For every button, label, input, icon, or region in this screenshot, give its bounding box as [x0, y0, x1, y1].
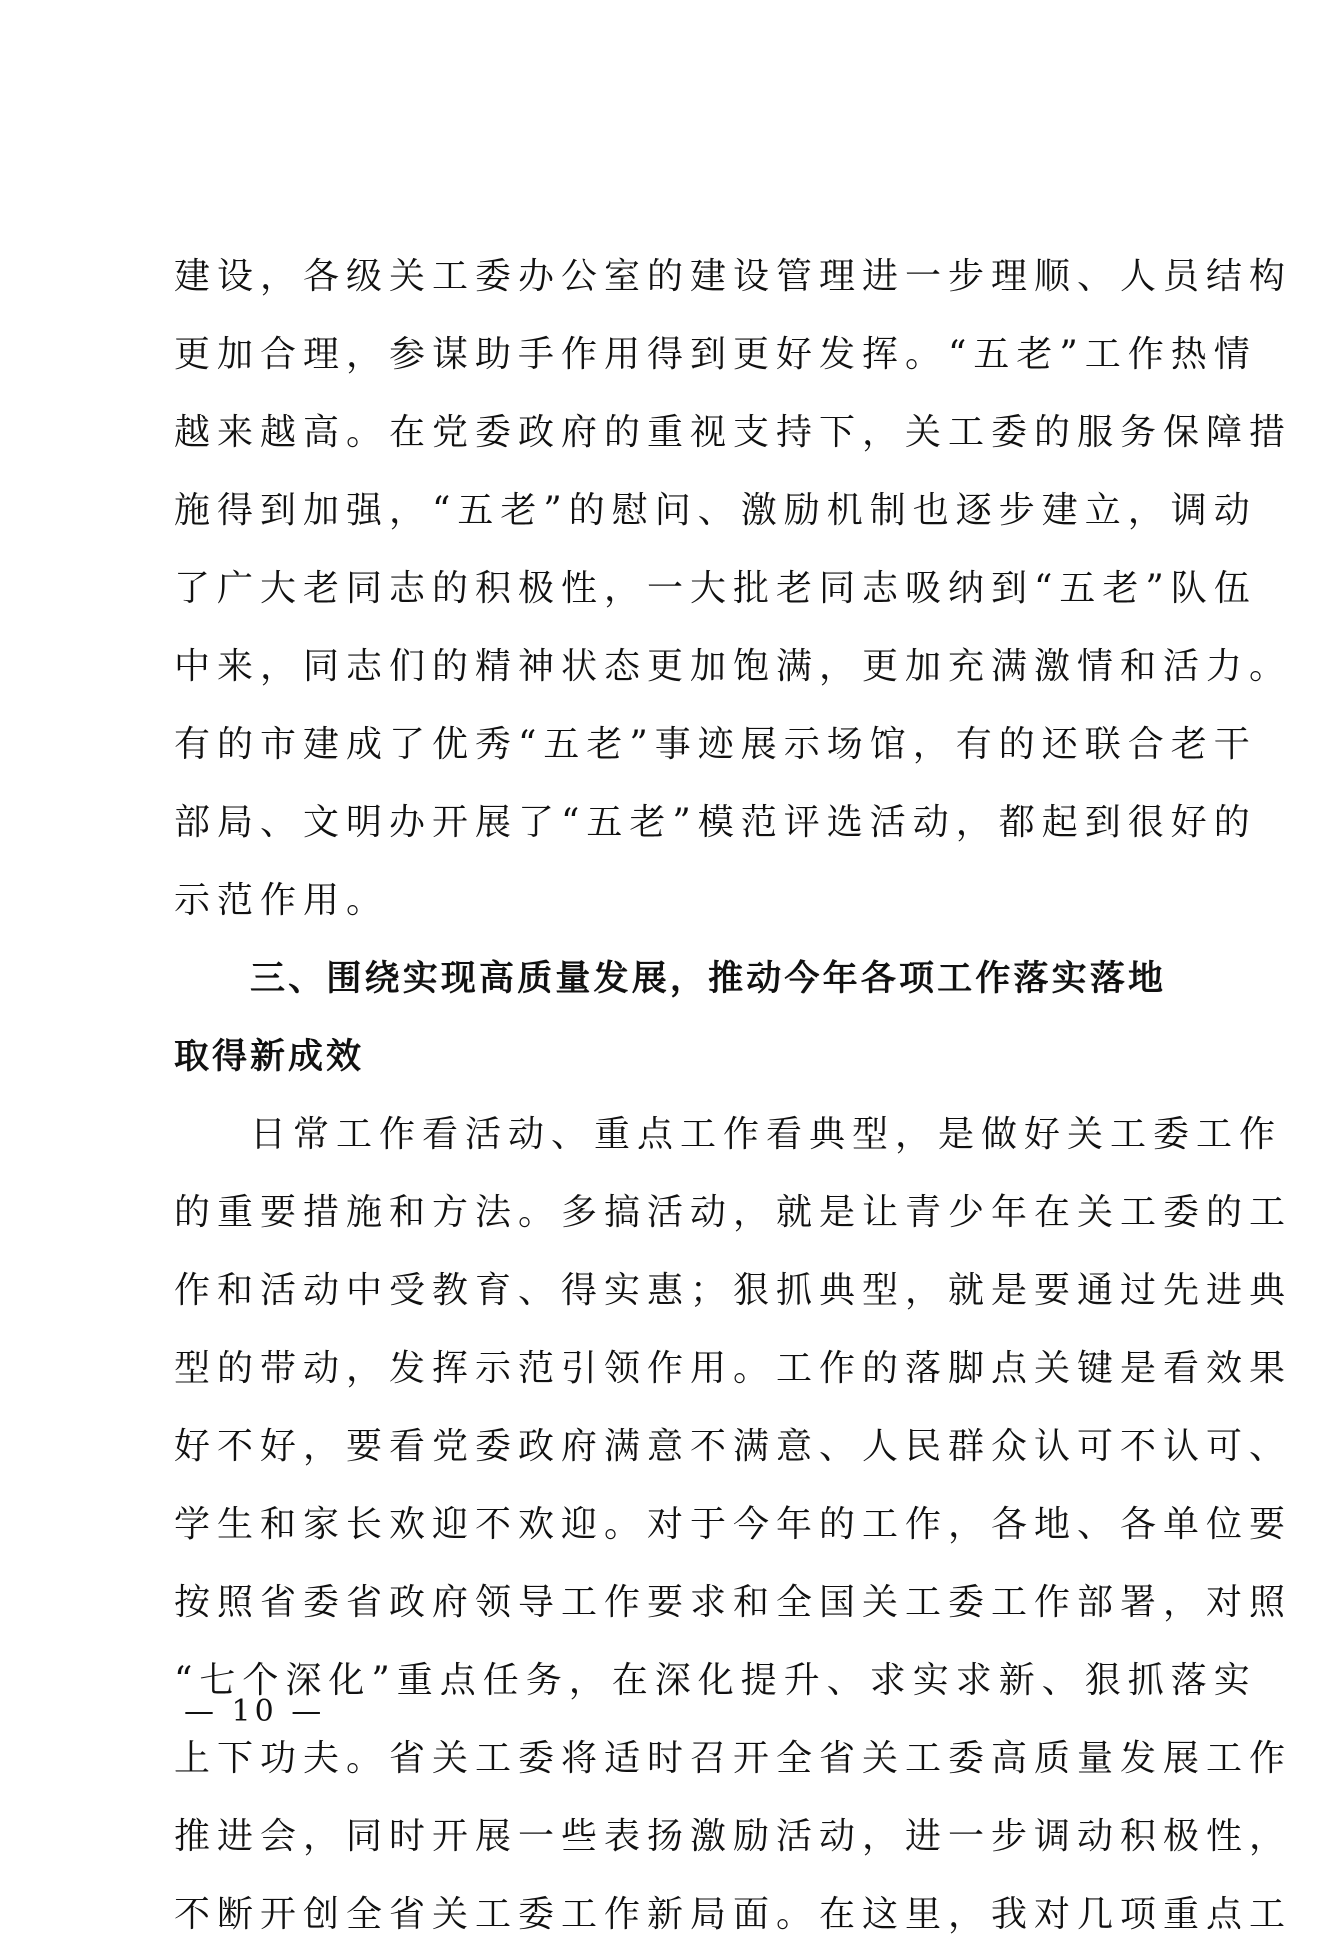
paragraph-line: 作和活动中受教育、得实惠；狠抓典型，就是要通过先进典 — [174, 1270, 1293, 1311]
paragraph-line: 型的带动，发挥示范引领作用。工作的落脚点关键是看效果 — [174, 1348, 1293, 1389]
paragraph-line: 不断开创全省关工委工作新局面。在这里，我对几项重点工 — [174, 1894, 1293, 1935]
paragraph-line: 上下功夫。省关工委将适时召开全省关工委高质量发展工作 — [174, 1738, 1293, 1779]
paragraph-line: 日常工作看活动、重点工作看典型，是做好关工委工作 — [250, 1114, 1283, 1155]
section-heading: 三、围绕实现高质量发展，推动今年各项工作落实落地 — [250, 959, 1166, 999]
paragraph-line: 按照省委省政府领导工作要求和全国关工委工作部署，对照 — [174, 1582, 1293, 1623]
paragraph-line: 好不好，要看党委政府满意不满意、人民群众认可不认可、 — [174, 1426, 1293, 1467]
text-line: 中来，同志们的精神状态更加饱满，更加充满激情和活力。 — [174, 646, 1293, 687]
paragraph-line: 推进会，同时开展一些表扬激励活动，进一步调动积极性， — [174, 1816, 1293, 1857]
text-line: 施得到加强，“五老”的慰问、激励机制也逐步建立，调动 — [174, 490, 1257, 531]
text-line: 更加合理，参谋助手作用得到更好发挥。“五老”工作热情 — [174, 334, 1257, 375]
paragraph-line: 的重要措施和方法。多搞活动，就是让青少年在关工委的工 — [174, 1192, 1293, 1233]
text-line: 示范作用。 — [174, 880, 390, 921]
paragraph-line: 学生和家长欢迎不欢迎。对于今年的工作，各地、各单位要 — [174, 1504, 1293, 1545]
text-line: 建设，各级关工委办公室的建设管理进一步理顺、人员结构 — [174, 256, 1293, 297]
section-heading-continued: 取得新成效 — [174, 1037, 365, 1077]
paragraph-line: “七个深化”重点任务，在深化提升、求实求新、狠抓落实 — [174, 1660, 1257, 1701]
page-number: — 10 — — [184, 1694, 326, 1729]
text-line: 越来越高。在党委政府的重视支持下，关工委的服务保障措 — [174, 412, 1293, 453]
text-line: 有的市建成了优秀“五老”事迹展示场馆，有的还联合老干 — [174, 724, 1257, 765]
text-line: 了广大老同志的积极性，一大批老同志吸纳到“五老”队伍 — [174, 568, 1257, 609]
text-line: 部局、文明办开展了“五老”模范评选活动，都起到很好的 — [174, 802, 1257, 843]
